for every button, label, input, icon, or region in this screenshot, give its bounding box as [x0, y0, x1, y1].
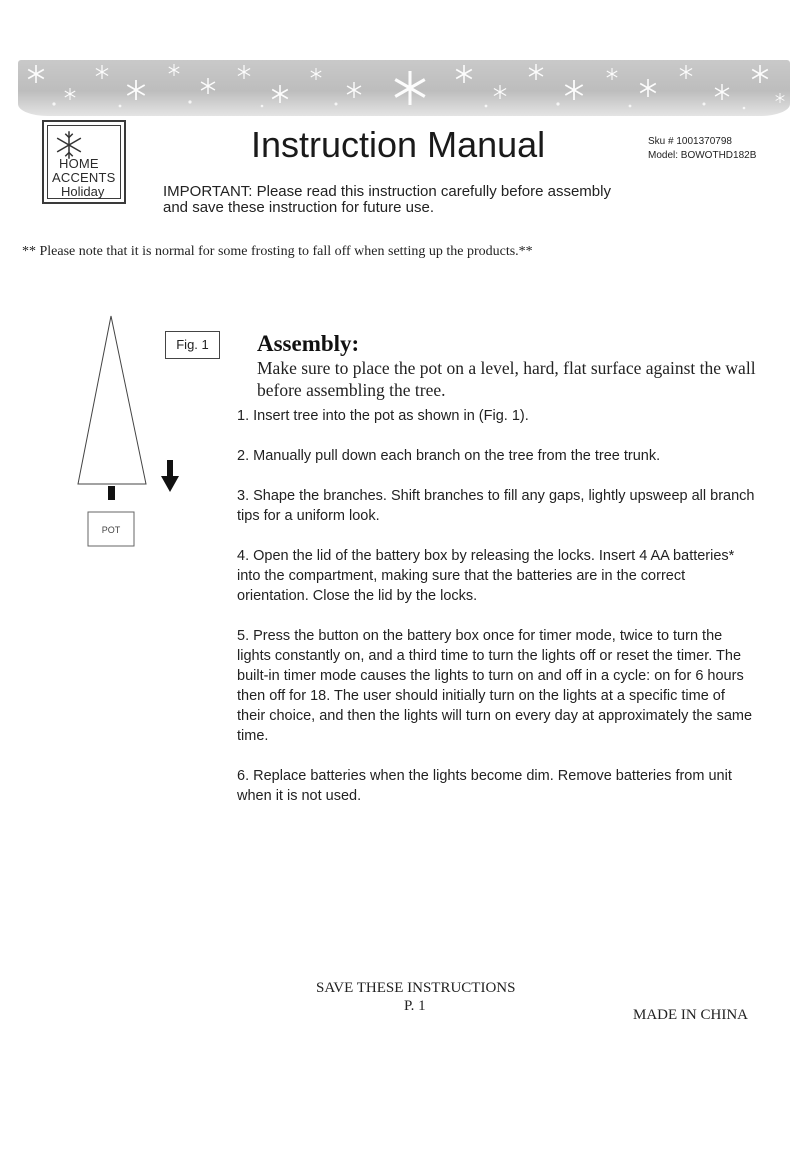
tree-trunk [108, 486, 115, 500]
step-3: 3. Shape the branches. Shift branches to fill any gaps, lightly upsweep all branch tips for a uniform look. [237, 488, 755, 524]
sku-number: Sku # 1001370798 [648, 136, 732, 147]
step-4: 4. Open the lid of the battery box by releasing the locks. Insert 4 AA batteries* into the compartment, making sure that the batteries are in the correct orientation. Close the lid by the locks. [237, 548, 735, 604]
step-2: 2. Manually pull down each branch on the tree from the tree trunk. [237, 448, 661, 464]
page-number: P. 1 [404, 998, 426, 1014]
assembly-intro: Make sure to place the pot on a level, hard, flat surface against the wall before assembling the tree. [257, 358, 756, 400]
frosting-note: ** Please note that it is normal for some frosting to fall off when setting up the products.** [22, 244, 533, 259]
snowflake-banner [18, 60, 790, 116]
figure-label: Fig. 1 [165, 331, 220, 359]
model-number: Model: BOWOTHD182B [648, 150, 757, 161]
made-in: MADE IN CHINA [633, 1007, 748, 1023]
step-5: 5. Press the button on the battery box once for timer mode, twice to turn the lights constantly on, and a third time to turn the lights off or reset the timer. The built-in timer mode causes the lights to turn on and off in a cycle: on for 6 hours then off for 18. The user should initially turn on the lights at a specific time of their choice, and then the lights will turn on every day at approximately the same time. [237, 628, 753, 744]
assembly-heading: Assembly: [257, 331, 360, 356]
logo-text-home: HOME [59, 156, 99, 171]
step-6: 6. Replace batteries when the lights become dim. Remove batteries from unit when it is not used. [237, 768, 732, 804]
tree-outline [78, 316, 146, 484]
arrow-down-icon [161, 460, 179, 492]
save-instructions: SAVE THESE INSTRUCTIONS [316, 980, 516, 996]
pot-label: POT [101, 525, 121, 535]
brand-logo [42, 120, 126, 204]
important-notice: IMPORTANT: Please read this instruction carefully before assembly and save these instruction for future use. [163, 183, 611, 216]
logo-text-accents: ACCENTS [52, 170, 116, 185]
assembly-steps [237, 406, 757, 826]
logo-text-holiday: Holiday [61, 184, 105, 199]
page-title: Instruction Manual [251, 124, 546, 165]
step-1: 1. Insert tree into the pot as shown in (Fig. 1). [237, 408, 529, 424]
